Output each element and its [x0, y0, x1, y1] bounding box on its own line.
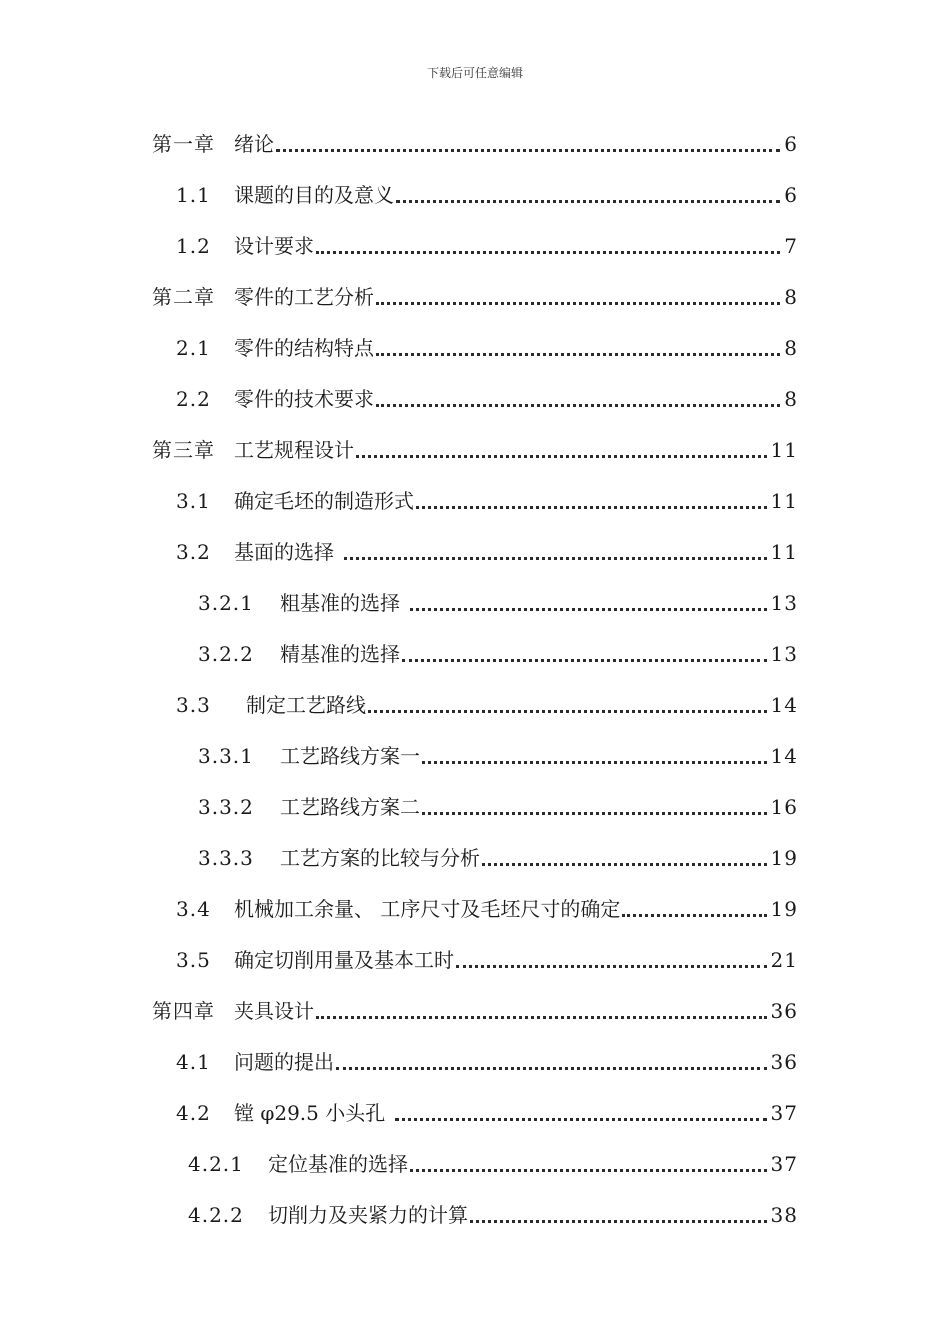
toc-entry[interactable]	[0, 1036, 950, 1072]
toc-entry-number: 3.1	[176, 489, 211, 513]
toc-entry-leader	[344, 557, 767, 560]
toc-entry[interactable]	[0, 373, 950, 409]
toc-entry-leader	[402, 659, 767, 662]
toc-entry-number: 第三章	[152, 438, 215, 462]
toc-entry-number: 2.2	[176, 387, 211, 411]
toc-entry-page: 7	[784, 234, 798, 258]
toc-entry-title: 镗 φ29.5 小头孔	[234, 1101, 386, 1125]
toc-entry[interactable]	[0, 169, 950, 205]
toc-entry-leader	[356, 455, 767, 458]
toc-entry-page: 21	[770, 948, 798, 972]
toc-entry[interactable]	[0, 934, 950, 970]
toc-entry-title: 工艺规程设计	[234, 438, 354, 462]
toc-entry-number: 3.4	[176, 897, 211, 921]
toc-entry-leader	[376, 353, 780, 356]
toc-entry-page: 37	[770, 1101, 798, 1125]
toc-entry-title: 确定毛坯的制造形式	[234, 489, 414, 513]
toc-entry-title: 设计要求	[234, 234, 314, 258]
toc-entry-title: 零件的结构特点	[234, 336, 374, 360]
toc-entry-leader	[470, 1220, 767, 1223]
toc-entry[interactable]	[0, 730, 950, 766]
toc-entry-leader	[376, 404, 780, 407]
toc-entry-page: 14	[770, 744, 798, 768]
toc-entry-page: 19	[770, 897, 798, 921]
toc-entry-page: 11	[770, 438, 798, 462]
toc-entry-number: 第四章	[152, 999, 215, 1023]
toc-entry-leader	[316, 251, 780, 254]
toc-entry[interactable]	[0, 220, 950, 256]
toc-entry-leader	[276, 149, 780, 152]
toc-entry-title: 工艺路线方案一	[280, 744, 420, 768]
toc-entry-leader	[336, 1067, 767, 1070]
toc-entry-page: 8	[784, 336, 798, 360]
toc-entry-number: 3.5	[176, 948, 211, 972]
toc-entry-title: 课题的目的及意义	[234, 183, 394, 207]
toc-entry[interactable]	[0, 832, 950, 868]
toc-entry-title: 基面的选择	[234, 540, 334, 564]
toc-entry-page: 8	[784, 285, 798, 309]
toc-entry[interactable]	[0, 322, 950, 358]
toc-entry-title: 定位基准的选择	[268, 1152, 408, 1176]
toc-entry-leader	[410, 1169, 767, 1172]
toc-entry-title: 确定切削用量及基本工时	[234, 948, 454, 972]
toc-entry-title: 夹具设计	[234, 999, 314, 1023]
toc-entry-leader	[456, 965, 767, 968]
toc-entry[interactable]	[0, 1138, 950, 1174]
toc-entry-number: 3.3.3	[198, 846, 254, 870]
toc-entry[interactable]	[0, 883, 950, 919]
toc-entry-leader	[376, 302, 780, 305]
toc-entry[interactable]	[0, 475, 950, 511]
toc-entry-number: 3.2	[176, 540, 211, 564]
toc-entry-leader	[410, 608, 767, 611]
toc-entry-number: 4.2	[176, 1101, 211, 1125]
toc-entry[interactable]	[0, 1189, 950, 1225]
toc-entry[interactable]	[0, 118, 950, 154]
toc-entry[interactable]	[0, 1087, 950, 1123]
toc-entry-title: 切削力及夹紧力的计算	[268, 1203, 468, 1227]
toc-entry-leader	[316, 1016, 767, 1019]
toc-entry[interactable]	[0, 424, 950, 460]
toc-entry-title: 零件的技术要求	[234, 387, 374, 411]
toc-entry-number: 第二章	[152, 285, 215, 309]
toc-entry-page: 11	[770, 489, 798, 513]
toc-entry-page: 38	[770, 1203, 798, 1227]
toc-entry-leader	[422, 761, 767, 764]
toc-entry-number: 1.1	[176, 183, 211, 207]
toc-entry-page: 11	[770, 540, 798, 564]
toc-entry[interactable]	[0, 781, 950, 817]
toc-entry-number: 2.1	[176, 336, 211, 360]
toc-entry-page: 36	[770, 1050, 798, 1074]
toc-entry-title: 工艺路线方案二	[280, 795, 420, 819]
toc-entry[interactable]	[0, 628, 950, 664]
toc-entry-page: 6	[784, 183, 798, 207]
toc-entry-page: 37	[770, 1152, 798, 1176]
toc-entry-title: 机械加工余量、 工序尺寸及毛坯尺寸的确定	[234, 897, 621, 921]
toc-entry-title: 制定工艺路线	[246, 693, 366, 717]
toc-entry-title: 工艺方案的比较与分析	[280, 846, 480, 870]
toc-entry-number: 4.2.1	[188, 1152, 244, 1176]
toc-entry-number: 4.1	[176, 1050, 211, 1074]
toc-entry[interactable]	[0, 985, 950, 1021]
page-header: 下载后可任意编辑	[426, 66, 523, 80]
toc-entry-title: 精基准的选择	[280, 642, 400, 666]
toc-entry[interactable]	[0, 271, 950, 307]
toc-entry-page: 14	[770, 693, 798, 717]
toc-entry-leader	[395, 1118, 767, 1121]
toc-entry-number: 1.2	[176, 234, 211, 258]
toc-entry-number: 3.3.2	[198, 795, 254, 819]
toc-entry-page: 16	[770, 795, 798, 819]
toc-entry-page: 13	[770, 591, 798, 615]
toc-entry-leader	[368, 710, 767, 713]
toc-entry[interactable]	[0, 577, 950, 613]
toc-entry[interactable]	[0, 526, 950, 562]
toc-entry-leader	[422, 812, 767, 815]
toc-entry-number: 3.2.2	[198, 642, 254, 666]
toc-entry-number: 3.3.1	[198, 744, 254, 768]
toc-entry-page: 8	[784, 387, 798, 411]
toc-entry-number: 4.2.2	[188, 1203, 244, 1227]
toc-entry-leader	[482, 863, 767, 866]
toc-entry[interactable]	[0, 679, 950, 715]
toc-entry-page: 6	[784, 132, 798, 156]
toc-entry-number: 3.3	[176, 693, 211, 717]
toc-entry-number: 第一章	[152, 132, 215, 156]
toc-entry-leader	[622, 914, 767, 917]
toc-entry-leader	[416, 506, 767, 509]
toc-entry-leader	[396, 200, 780, 203]
toc-entry-page: 36	[770, 999, 798, 1023]
toc-entry-page: 13	[770, 642, 798, 666]
toc-entry-number: 3.2.1	[198, 591, 254, 615]
toc-entry-page: 19	[770, 846, 798, 870]
toc-entry-title: 绪论	[234, 132, 274, 156]
toc-entry-title: 问题的提出	[234, 1050, 334, 1074]
toc-entry-title: 零件的工艺分析	[234, 285, 374, 309]
toc-entry-title: 粗基准的选择	[280, 591, 400, 615]
